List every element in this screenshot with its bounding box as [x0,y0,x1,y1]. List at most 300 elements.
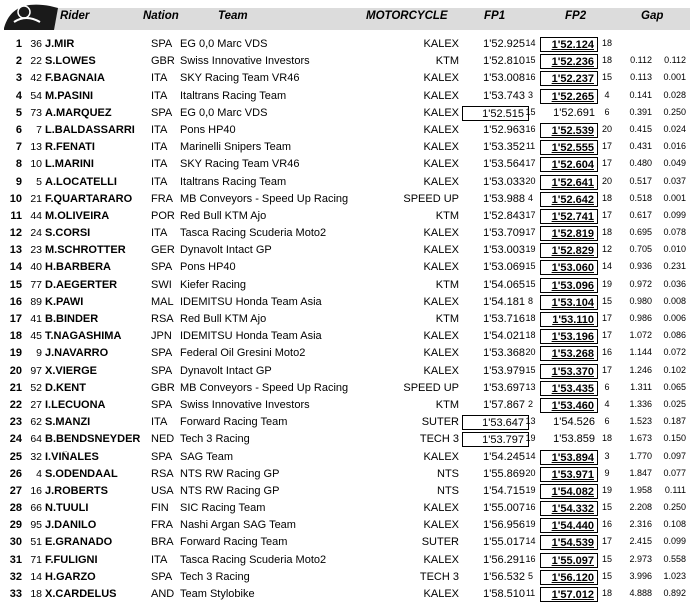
row-gap-first: 2.316 [629,519,652,530]
row-gap-first: 1.072 [629,330,652,341]
row-rider: F.FULIGNI [45,553,98,566]
row-team: Pons HP40 [180,261,236,274]
row-fp2-lap: 16 [601,519,612,530]
results-table [0,37,690,604]
row-position: 21 [9,381,22,394]
row-number: 32 [30,450,42,463]
row-fp2-lap: 17 [601,330,612,341]
row-number: 22 [30,55,42,68]
row-rider: S.ODENDAAL [45,467,118,480]
row-fp1-lap: 19 [525,244,536,255]
row-motorcycle: KALEX [423,364,459,377]
row-team: Pons HP40 [180,123,236,136]
row-gap-first: 0.517 [629,175,652,186]
row-gap-previous: 0.010 [663,244,686,255]
row-fp1-time: 1'53.797 [462,432,529,447]
row-team: Nashi Argan SAG Team [180,519,296,532]
row-team: Red Bull KTM Ajo [180,209,267,222]
row-team: Tasca Racing Scuderia Moto2 [180,227,327,240]
row-gap-first: 0.695 [629,227,652,238]
row-nation: ITA [151,553,168,566]
row-team: Tech 3 Racing [180,570,250,583]
row-position: 33 [9,588,22,600]
row-fp1-time: 1'53.647 [462,415,529,430]
row-gap-previous: 0.001 [663,192,686,203]
row-team: Forward Racing Team [180,416,288,429]
row-gap-previous: 0.097 [663,450,686,461]
row-nation: GER [151,244,175,257]
row-position: 27 [9,484,22,497]
row-gap-previous: 0.036 [663,278,686,289]
header-gap: Gap [641,10,664,22]
header-motorcycle: MOTORCYCLE [366,10,448,22]
row-motorcycle: SUTER [421,416,459,429]
row-fp1-time: 1'52.843 [483,209,525,222]
row-fp2-time: 1'52.741 [540,209,598,224]
row-gap-first: 2.973 [629,553,652,564]
row-position: 11 [10,209,22,222]
row-gap-previous: 0.016 [663,141,686,152]
row-fp1-lap: 11 [525,588,536,598]
row-motorcycle: TECH 3 [419,570,459,583]
row-nation: ITA [151,227,168,240]
row-fp1-lap: 14 [525,450,536,461]
row-nation: FRA [151,192,173,205]
row-fp1-lap: 20 [525,175,536,186]
row-fp1-lap: 16 [525,502,536,513]
row-gap-previous: 0.111 [664,484,686,495]
row-fp1-time: 1'56.532 [483,570,525,583]
row-motorcycle: KALEX [423,553,459,566]
row-fp2-time: 1'54.082 [540,484,598,499]
row-gap-first: 2.208 [629,502,652,513]
row-number: 71 [30,553,42,566]
row-gap-previous: 0.006 [663,313,686,323]
row-fp1-time: 1'52.925 [483,38,525,50]
table-row [0,553,690,570]
row-rider: K.PAWI [45,295,84,308]
row-fp1-lap: 20 [525,347,536,358]
row-team: EG 0,0 Marc VDS [180,38,268,50]
table-row [0,243,690,260]
row-team: Marinelli Snipers Team [180,141,292,154]
row-fp2-time: 1'54.332 [540,501,598,516]
row-motorcycle: KALEX [423,158,459,171]
row-fp1-lap: 2 [527,398,533,409]
table-row [0,278,690,295]
row-fp2-lap: 17 [601,158,612,169]
row-fp1-time: 1'56.291 [483,553,525,566]
row-position: 14 [9,261,22,274]
row-number: 7 [36,123,42,136]
row-fp2-time: 1'53.370 [540,364,598,379]
table-row [0,450,690,467]
row-fp2-lap: 18 [601,55,612,66]
row-nation: FRA [151,519,173,532]
row-fp1-time: 1'55.007 [483,502,525,515]
row-nation: JPN [151,330,172,343]
row-number: 54 [30,89,42,102]
row-team: NTS RW Racing GP [180,484,280,497]
row-rider: I.VIÑALES [45,450,99,463]
row-fp2-time: 1'53.268 [540,346,598,361]
row-fp2-time: 1'52.555 [540,140,598,155]
row-team: Swiss Innovative Investors [180,398,310,411]
row-fp1-lap: 16 [525,123,536,134]
row-fp2-lap: 15 [601,553,612,564]
row-motorcycle: KALEX [423,588,459,600]
row-number: 27 [30,398,42,411]
table-row [0,398,690,415]
row-fp2-lap: 6 [604,416,610,427]
row-number: 41 [30,313,42,325]
row-nation: ITA [151,175,168,188]
row-gap-previous: 0.086 [663,330,686,341]
row-rider: F.QUARTARARO [45,192,133,205]
row-gap-previous: 0.099 [663,209,686,220]
row-fp2-lap: 17 [601,141,612,152]
row-motorcycle: KALEX [423,141,459,154]
row-team: Team Stylobike [180,588,255,600]
row-fp2-lap: 18 [601,433,612,444]
row-number: 45 [30,330,42,343]
row-motorcycle: KALEX [423,89,459,102]
row-fp2-lap: 6 [604,381,610,392]
row-fp2-time: 1'52.265 [540,89,598,104]
row-fp1-time: 1'52.515 [462,106,529,121]
row-position: 4 [15,89,22,102]
row-rider: F.BAGNAIA [45,72,105,85]
row-fp1-time: 1'53.033 [483,175,525,188]
row-nation: SPA [151,398,173,411]
row-position: 24 [9,433,22,446]
row-motorcycle: KALEX [423,450,459,463]
row-team: IDEMITSU Honda Team Asia [180,295,322,308]
table-row [0,123,690,140]
table-row [0,518,690,535]
row-position: 17 [9,313,22,325]
table-row [0,175,690,192]
row-nation: ITA [151,416,168,429]
row-rider: J.NAVARRO [45,347,109,360]
table-row [0,312,690,329]
row-rider: A.LOCATELLI [45,175,117,188]
row-fp2-lap: 18 [601,588,612,598]
header-team: Team [218,10,248,22]
row-number: 66 [30,502,42,515]
row-motorcycle: KALEX [423,519,459,532]
row-team: MB Conveyors - Speed Up Racing [180,381,349,394]
row-gap-previous: 0.001 [663,72,686,83]
row-gap-previous: 0.099 [663,536,686,547]
row-fp2-time: 1'52.539 [540,123,598,138]
row-number: 52 [30,381,42,394]
row-fp2-lap: 16 [601,347,612,358]
row-gap-previous: 0.250 [663,106,686,117]
row-fp1-time: 1'55.869 [483,467,525,480]
table-row [0,106,690,123]
row-motorcycle: KALEX [423,72,459,85]
header-nation: Nation [143,10,179,22]
row-fp2-lap: 17 [601,364,612,375]
row-position: 1 [15,38,22,50]
row-fp1-lap: 14 [525,536,536,547]
row-motorcycle: KTM [435,55,459,68]
row-motorcycle: NTS [437,467,459,480]
row-fp1-time: 1'57.867 [483,398,525,411]
row-number: 16 [30,484,42,497]
row-fp2-time: 1'53.859 [553,433,595,446]
row-gap-first: 0.972 [629,278,652,289]
row-fp1-lap: 4 [527,192,533,203]
row-fp1-time: 1'54.715 [483,484,525,497]
row-gap-first: 0.980 [629,295,652,306]
row-position: 22 [9,398,22,411]
row-rider: E.GRANADO [45,536,113,549]
row-position: 15 [9,278,22,291]
row-gap-first: 1.958 [629,484,652,495]
row-team: SKY Racing Team VR46 [180,72,300,85]
row-fp2-lap: 17 [601,536,612,547]
row-number: 23 [30,244,42,257]
row-fp1-time: 1'53.988 [483,192,525,205]
row-gap-previous: 0.024 [663,123,686,134]
row-fp2-lap: 18 [601,227,612,238]
row-gap-previous: 0.150 [663,433,686,444]
row-fp1-lap: 13 [525,381,536,392]
row-fp2-lap: 15 [601,502,612,513]
row-motorcycle: KALEX [423,106,459,119]
row-gap-first: 0.141 [629,89,652,100]
row-team: SKY Racing Team VR46 [180,158,300,171]
row-nation: SPA [151,450,173,463]
row-fp2-time: 1'53.894 [540,450,598,465]
row-number: 42 [30,72,42,85]
row-position: 29 [9,519,22,532]
row-gap-first: 0.415 [629,123,652,134]
row-gap-previous: 0.077 [663,467,686,478]
row-gap-first: 0.518 [629,192,652,203]
table-row [0,570,690,587]
row-rider: S.LOWES [45,55,96,68]
row-fp1-lap: 3 [527,89,533,100]
row-rider: D.AEGERTER [45,278,118,291]
row-motorcycle: KALEX [423,175,459,188]
row-gap-previous: 0.112 [664,55,686,66]
row-team: Swiss Innovative Investors [180,55,310,68]
row-fp1-lap: 16 [525,553,536,564]
row-gap-first: 1.770 [629,450,652,461]
row-fp1-time: 1'53.352 [483,141,525,154]
row-gap-previous: 0.072 [663,347,686,358]
row-number: 73 [30,106,42,119]
row-nation: USA [151,484,174,497]
row-gap-previous: 0.231 [663,261,686,272]
row-motorcycle: KALEX [423,261,459,274]
row-gap-previous: 0.065 [663,381,686,392]
row-number: 64 [30,433,42,446]
row-team: Federal Oil Gresini Moto2 [180,347,306,360]
row-fp1-time: 1'55.017 [483,536,525,549]
row-gap-first: 0.391 [629,106,652,117]
row-gap-first: 0.112 [630,55,652,66]
row-fp2-time: 1'52.641 [540,175,598,190]
row-gap-previous: 0.025 [663,398,686,409]
row-fp2-time: 1'52.124 [540,37,598,52]
row-gap-previous: 0.187 [663,416,686,427]
row-fp1-lap: 16 [525,72,536,83]
header-fp2: FP2 [565,10,587,22]
row-rider: I.LECUONA [45,398,106,411]
row-gap-first: 1.523 [629,416,652,427]
row-fp1-lap: 15 [525,106,536,117]
row-nation: NED [151,433,175,446]
row-fp2-time: 1'57.012 [540,587,598,602]
row-fp1-lap: 11 [525,141,536,152]
row-gap-first: 0.480 [629,158,652,169]
row-gap-first: 1.311 [630,381,652,392]
row-fp1-lap: 8 [527,295,533,306]
row-fp2-time: 1'53.096 [540,278,598,293]
row-nation: MAL [151,295,174,308]
table-row [0,209,690,226]
row-fp2-time: 1'54.539 [540,535,598,550]
row-fp2-lap: 19 [601,278,612,289]
row-nation: POR [151,209,175,222]
row-position: 5 [15,106,22,119]
table-row [0,192,690,209]
row-fp1-time: 1'54.065 [483,278,525,291]
row-fp1-lap: 19 [525,433,536,444]
motorcycle-logo-icon [0,0,62,32]
row-team: Tasca Racing Scuderia Moto2 [180,553,327,566]
row-fp2-time: 1'53.435 [540,381,598,396]
row-fp1-lap: 20 [525,467,536,478]
row-motorcycle: KALEX [423,244,459,257]
table-row [0,226,690,243]
row-rider: A.MARQUEZ [45,106,112,119]
row-fp2-lap: 17 [601,209,612,220]
row-fp2-lap: 12 [601,244,612,255]
row-fp1-time: 1'53.069 [483,261,525,274]
row-position: 10 [9,192,22,205]
row-fp2-lap: 15 [601,72,612,83]
row-team: Italtrans Racing Team [180,89,287,102]
row-nation: BRA [151,536,174,549]
row-team: Forward Racing Team [180,536,288,549]
row-motorcycle: SUTER [421,536,459,549]
row-number: 4 [36,467,42,480]
row-number: 5 [36,175,42,188]
row-number: 62 [30,416,42,429]
table-row [0,535,690,552]
row-fp2-time: 1'52.819 [540,226,598,241]
row-team: EG 0,0 Marc VDS [180,106,268,119]
row-fp1-time: 1'53.003 [483,244,525,257]
row-nation: RSA [151,467,174,480]
row-fp1-lap: 19 [525,519,536,530]
row-fp1-time: 1'56.956 [483,519,525,532]
row-fp2-time: 1'52.236 [540,54,598,69]
row-motorcycle: KALEX [423,123,459,136]
row-gap-first: 0.617 [629,209,652,220]
row-fp2-time: 1'52.237 [540,71,598,86]
row-gap-first: 1.673 [629,433,652,444]
row-motorcycle: KALEX [423,347,459,360]
row-team: Italtrans Racing Team [180,175,287,188]
row-fp1-time: 1'53.743 [483,89,525,102]
row-rider: B.BINDER [45,313,99,325]
row-fp2-lap: 4 [604,398,610,409]
row-rider: D.KENT [45,381,86,394]
row-rider: H.BARBERA [45,261,111,274]
table-row [0,364,690,381]
row-number: 14 [30,570,42,583]
row-nation: SPA [151,347,173,360]
row-fp2-time: 1'53.196 [540,329,598,344]
row-gap-previous: 0.049 [663,158,686,169]
header-bar [30,8,690,30]
table-row [0,157,690,174]
row-fp2-lap: 6 [604,106,610,117]
row-fp1-lap: 18 [525,330,536,341]
table-row [0,587,690,604]
row-number: 89 [30,295,42,308]
row-gap-first: 1.847 [629,467,652,478]
row-nation: SWI [151,278,172,291]
row-rider: R.FENATI [45,141,95,154]
row-number: 44 [30,209,42,222]
row-fp2-time: 1'53.971 [540,467,598,482]
row-motorcycle: KALEX [423,502,459,515]
row-team: SIC Racing Team [180,502,266,515]
row-team: SAG Team [180,450,233,463]
row-nation: SPA [151,570,173,583]
row-position: 12 [9,227,22,240]
row-fp2-time: 1'52.691 [553,106,595,119]
row-nation: SPA [151,261,173,274]
header-rider: Rider [60,10,90,22]
row-nation: SPA [151,106,173,119]
row-fp2-lap: 9 [604,467,610,478]
row-motorcycle: KALEX [423,330,459,343]
row-nation: ITA [151,72,168,85]
row-gap-previous: 0.558 [663,553,686,564]
row-gap-previous: 0.102 [663,364,686,375]
row-position: 3 [15,72,22,85]
row-fp2-lap: 3 [604,450,610,461]
row-number: 77 [30,278,42,291]
row-fp2-time: 1'54.526 [553,416,595,429]
row-fp2-lap: 14 [601,261,612,272]
row-team: Dynavolt Intact GP [180,244,272,257]
table-row [0,484,690,501]
row-position: 18 [9,330,22,343]
row-gap-previous: 1.023 [663,570,686,581]
row-fp2-lap: 20 [601,175,612,186]
row-motorcycle: SPEED UP [403,192,459,205]
row-fp1-time: 1'53.564 [483,158,525,171]
row-team: NTS RW Racing GP [180,467,280,480]
row-motorcycle: KTM [435,313,459,325]
row-fp1-time: 1'54.021 [483,330,525,343]
row-nation: SPA [151,38,173,50]
row-motorcycle: NTS [437,484,459,497]
table-row [0,329,690,346]
row-number: 9 [36,347,42,360]
row-position: 23 [9,416,22,429]
row-position: 19 [9,347,22,360]
